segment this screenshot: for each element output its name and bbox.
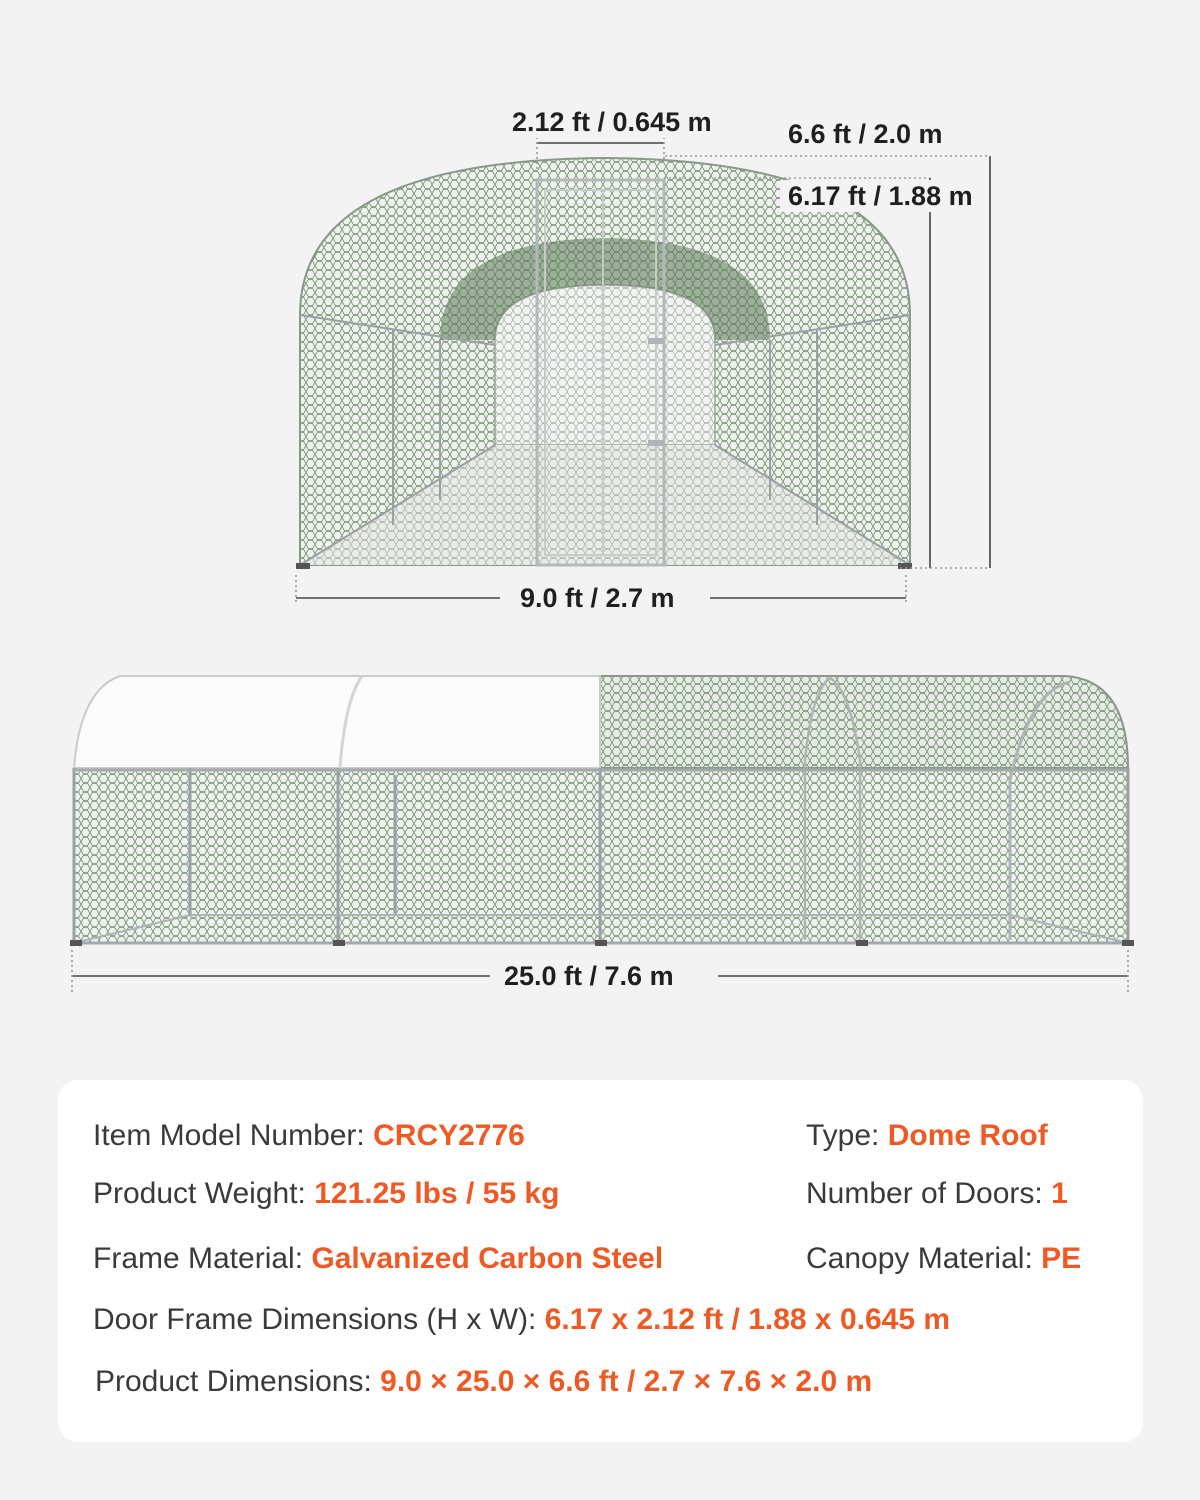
- spec-canopy-value: PE: [1041, 1242, 1082, 1275]
- total-height-label: 6.6 ft / 2.0 m: [780, 118, 951, 150]
- spec-frame-value: Galvanized Carbon Steel: [311, 1242, 664, 1275]
- door-width-label: 2.12 ft / 0.645 m: [504, 106, 720, 138]
- spec-door-frame-label: Door Frame Dimensions (H x W):: [93, 1303, 537, 1336]
- spec-product-dimensions-label: Product Dimensions:: [95, 1365, 372, 1398]
- spec-doors: [806, 1176, 1068, 1212]
- spec-door-frame-value: 6.17 x 2.12 ft / 1.88 x 0.645 m: [544, 1303, 951, 1336]
- spec-frame-label: Frame Material:: [93, 1242, 304, 1275]
- door-height-label: 6.17 ft / 1.88 m: [780, 180, 981, 212]
- side-view-coop: [70, 676, 1134, 946]
- spec-model: [93, 1118, 525, 1154]
- spec-doors-value: 1: [1051, 1177, 1068, 1210]
- spec-frame: [93, 1241, 663, 1277]
- spec-canopy: [806, 1241, 1081, 1277]
- spec-weight: [93, 1176, 559, 1212]
- spec-product-dimensions-value: 9.0 × 25.0 × 6.6 ft / 2.7 × 7.6 × 2.0 m: [380, 1365, 873, 1398]
- spec-type-label: Type:: [806, 1119, 880, 1152]
- spec-weight-value: 121.25 lbs / 55 kg: [314, 1177, 560, 1210]
- spec-model-label: Item Model Number:: [93, 1119, 365, 1152]
- spec-model-value: CRCY2776: [373, 1119, 525, 1152]
- spec-type-value: Dome Roof: [887, 1119, 1048, 1152]
- width-label: 9.0 ft / 2.7 m: [512, 582, 683, 614]
- length-label: 25.0 ft / 7.6 m: [496, 960, 682, 992]
- spec-door-frame: [93, 1302, 950, 1338]
- spec-canopy-label: Canopy Material:: [806, 1242, 1033, 1275]
- spec-product-dimensions: [95, 1364, 872, 1400]
- spec-type: [806, 1118, 1048, 1154]
- spec-weight-label: Product Weight:: [93, 1177, 306, 1210]
- front-view-coop: [296, 158, 912, 569]
- spec-doors-label: Number of Doors:: [806, 1177, 1043, 1210]
